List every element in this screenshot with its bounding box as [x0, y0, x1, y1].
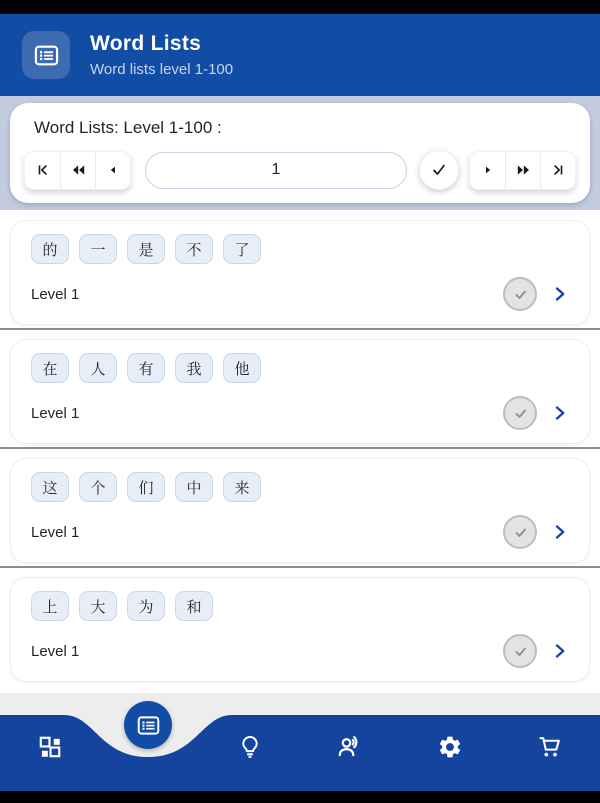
check-icon: [430, 161, 448, 179]
word-chip: 一: [79, 234, 117, 264]
chevron-right-icon: [551, 523, 569, 541]
fast-forward-icon: [515, 162, 532, 178]
word-chips-row: [31, 234, 569, 264]
go-to-page-button[interactable]: [419, 150, 459, 190]
pagination-label: Word Lists: Level 1-100 :: [34, 118, 222, 137]
word-chip: 上: [31, 591, 69, 621]
fast-backward-icon: [70, 162, 87, 178]
nav-item-hints[interactable]: [200, 731, 300, 763]
pagination-card: [10, 103, 590, 203]
word-chips-row: [31, 472, 569, 502]
shopping-cart-icon: [537, 734, 563, 760]
word-chip: 的: [31, 234, 69, 264]
app-icon-box: [22, 31, 70, 79]
completed-toggle[interactable]: [503, 634, 537, 668]
completed-toggle[interactable]: [503, 277, 537, 311]
divider: [0, 447, 600, 449]
lightbulb-icon: [237, 734, 263, 760]
nav-item-settings[interactable]: [400, 731, 500, 763]
word-chip: 在: [31, 353, 69, 383]
previous-page-button[interactable]: [95, 152, 130, 189]
dashboard-icon: [37, 734, 63, 760]
chevron-right-icon: [551, 285, 569, 303]
chevron-right-icon: [551, 642, 569, 660]
page-subtitle: Word lists level 1-100: [90, 60, 234, 78]
check-icon: [512, 405, 529, 422]
last-page-button[interactable]: [540, 152, 575, 189]
word-chip: 有: [127, 353, 165, 383]
first-page-icon: [35, 162, 51, 178]
word-chip: 是: [127, 234, 165, 264]
back-button-group: [24, 151, 131, 190]
bottom-navigation: [0, 693, 600, 791]
check-icon: [512, 524, 529, 541]
word-chip: 来: [223, 472, 261, 502]
check-icon: [512, 643, 529, 660]
open-level-button[interactable]: [551, 642, 569, 660]
completed-toggle[interactable]: [503, 515, 537, 549]
word-chip: 了: [223, 234, 261, 264]
word-chip: 为: [127, 591, 165, 621]
word-list-card[interactable]: [10, 577, 590, 682]
first-page-button[interactable]: [25, 152, 60, 189]
voice-over-icon: [336, 733, 364, 761]
word-chip: 人: [79, 353, 117, 383]
next-page-button[interactable]: [470, 152, 505, 189]
app-header: [0, 14, 600, 96]
level-label: Level 1: [31, 285, 80, 303]
word-list-content: [0, 210, 600, 693]
next-icon: [480, 162, 496, 178]
word-chip: 中: [175, 472, 213, 502]
word-chip: 个: [79, 472, 117, 502]
open-level-button[interactable]: [551, 404, 569, 422]
word-chip: 大: [79, 591, 117, 621]
word-chips-row: [31, 353, 569, 383]
word-list-icon: [33, 42, 60, 69]
page-number-input[interactable]: [145, 152, 407, 189]
completed-toggle[interactable]: [503, 396, 537, 430]
nav-item-dashboard[interactable]: [0, 731, 100, 763]
status-bar: [0, 0, 600, 14]
word-chip: 不: [175, 234, 213, 264]
nav-item-speaking[interactable]: [300, 731, 400, 763]
level-label: Level 1: [31, 523, 80, 541]
word-chip: 我: [175, 353, 213, 383]
open-level-button[interactable]: [551, 523, 569, 541]
check-icon: [512, 286, 529, 303]
open-level-button[interactable]: [551, 285, 569, 303]
word-chip: 这: [31, 472, 69, 502]
level-label: Level 1: [31, 404, 80, 422]
word-list-card[interactable]: [10, 339, 590, 444]
forward-button-group: [469, 151, 576, 190]
word-list-card[interactable]: [10, 220, 590, 325]
last-page-icon: [550, 162, 566, 178]
nav-item-word-lists-active[interactable]: [124, 701, 172, 749]
divider: [0, 328, 600, 330]
word-chip: 他: [223, 353, 261, 383]
word-list-card[interactable]: [10, 458, 590, 563]
gesture-bar: [0, 791, 600, 803]
word-chips-row: [31, 591, 569, 621]
chevron-right-icon: [551, 404, 569, 422]
previous-icon: [105, 162, 121, 178]
pagination-strip: [0, 96, 600, 210]
fast-backward-button[interactable]: [60, 152, 95, 189]
gear-icon: [437, 734, 463, 760]
level-label: Level 1: [31, 642, 80, 660]
word-list-icon: [136, 713, 161, 738]
word-chip: 们: [127, 472, 165, 502]
word-chip: 和: [175, 591, 213, 621]
nav-item-shop[interactable]: [500, 731, 600, 763]
fast-forward-button[interactable]: [505, 152, 540, 189]
divider: [0, 566, 600, 568]
page-title: Word Lists: [90, 32, 202, 56]
